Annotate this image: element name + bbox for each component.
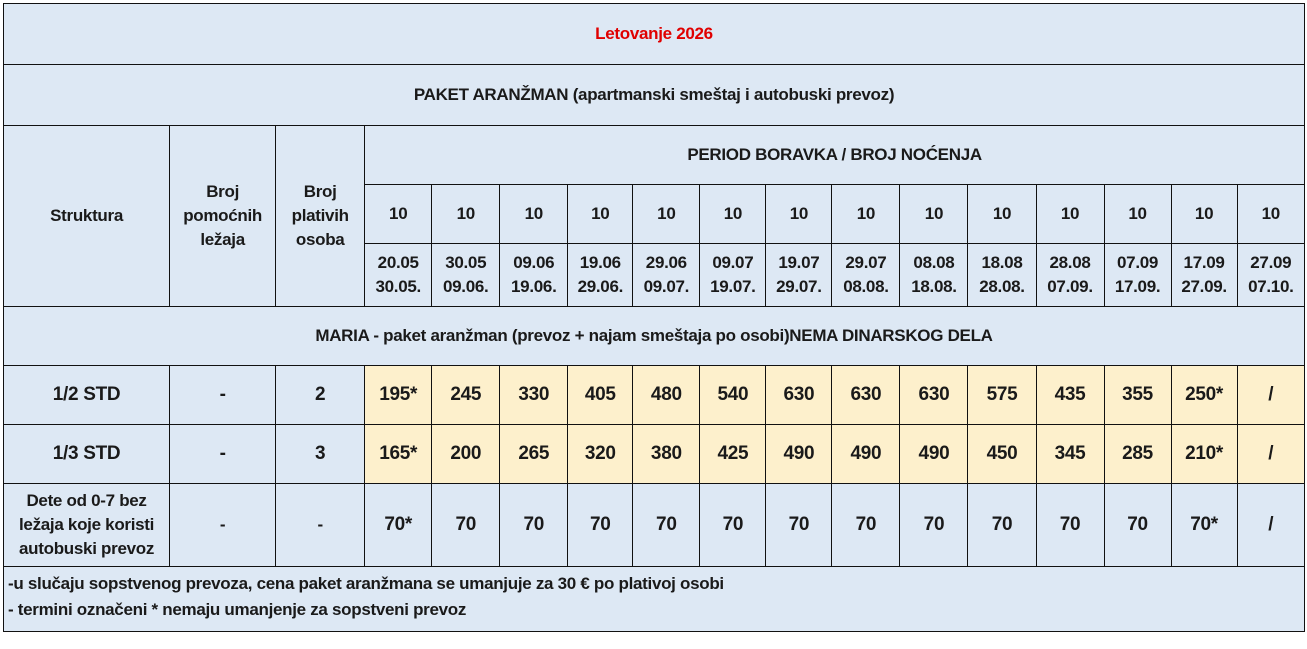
date-to: 19.06. [511, 277, 557, 296]
price-cell: 345 [1036, 425, 1104, 484]
date-from: 09.06 [513, 253, 555, 272]
price-cell: 195* [365, 366, 432, 425]
price-cell: 490 [832, 425, 900, 484]
date-to: 19.07. [710, 277, 756, 296]
date-from: 27.09 [1250, 253, 1292, 272]
date-to: 17.09. [1114, 277, 1161, 296]
nights-cell: 10 [432, 185, 500, 244]
note-asterisk: - termini označeni * nemaju umanjenje za sopstveni prevoz [8, 600, 467, 619]
price-cell: 250* [1171, 366, 1237, 425]
nights-cell: 10 [633, 185, 700, 244]
price-cell: 330 [500, 366, 568, 425]
date-range-cell [1036, 244, 1104, 307]
nights-cell: 10 [568, 185, 633, 244]
date-range-cell [633, 244, 700, 307]
price-cell: 70 [832, 484, 900, 567]
nights-cell: 10 [968, 185, 1036, 244]
notes-cell [4, 567, 1305, 632]
date-from: 19.07 [778, 253, 820, 272]
price-cell: 540 [700, 366, 766, 425]
price-cell: 480 [633, 366, 700, 425]
date-to: 18.08. [911, 277, 957, 296]
date-from: 29.06 [645, 253, 687, 272]
nights-cell: 10 [1104, 185, 1171, 244]
price-cell: 70 [633, 484, 700, 567]
nights-cell: 10 [900, 185, 968, 244]
header-period: PERIOD BORAVKA / BROJ NOĆENJA [365, 126, 1305, 185]
date-to: 29.07. [776, 277, 822, 296]
price-cell: 380 [633, 425, 700, 484]
date-from: 08.08 [913, 253, 955, 272]
price-cell: 490 [900, 425, 968, 484]
date-range-cell [766, 244, 832, 307]
nights-cell: 10 [832, 185, 900, 244]
struktura-cell: 1/2 STD [4, 366, 170, 425]
price-cell: 70 [568, 484, 633, 567]
date-range-cell [1237, 244, 1304, 307]
price-cell: 210* [1171, 425, 1237, 484]
platilih-cell: 2 [276, 366, 365, 425]
price-cell: 575 [968, 366, 1036, 425]
nights-cell: 10 [700, 185, 766, 244]
price-cell: 435 [1036, 366, 1104, 425]
date-from: 30.05 [445, 253, 487, 272]
price-cell: 245 [432, 366, 500, 425]
struktura-cell: Dete od 0-7 bez ležaja koje koristi autobuski prevoz [4, 484, 170, 567]
date-to: 08.08. [843, 277, 889, 296]
date-range-cell [1171, 244, 1237, 307]
pomocni-cell: - [170, 484, 276, 567]
nights-cell: 10 [365, 185, 432, 244]
price-cell: / [1237, 366, 1304, 425]
header-struktura: Struktura [4, 126, 170, 307]
price-cell: 355 [1104, 366, 1171, 425]
platilih-cell: 3 [276, 425, 365, 484]
date-range-cell [568, 244, 633, 307]
date-to: 30.05. [375, 277, 421, 296]
nights-cell: 10 [1171, 185, 1237, 244]
nights-cell: 10 [766, 185, 832, 244]
package-subtitle: PAKET ARANŽMAN (apartmanski smeštaj i autobuski prevoz) [4, 65, 1305, 126]
price-cell: 630 [900, 366, 968, 425]
date-range-cell [365, 244, 432, 307]
table-row [4, 484, 1305, 567]
date-range-cell [968, 244, 1036, 307]
price-cell: 490 [766, 425, 832, 484]
date-from: 18.08 [981, 253, 1023, 272]
date-to: 09.06. [443, 277, 489, 296]
table-row [4, 366, 1305, 425]
date-range-cell [500, 244, 568, 307]
struktura-cell: 1/3 STD [4, 425, 170, 484]
price-cell: / [1237, 425, 1304, 484]
date-range-cell [432, 244, 500, 307]
price-cell: 70 [432, 484, 500, 567]
price-cell: 425 [700, 425, 766, 484]
price-cell: 70* [1171, 484, 1237, 567]
price-cell: 70 [766, 484, 832, 567]
section-header-maria: MARIA - paket aranžman (prevoz + najam smeštaja po osobi)NEMA DINARSKOG DELA [4, 307, 1305, 366]
header-pomocni-lezaji: Broj pomoćnih ležaja [170, 126, 276, 307]
platilih-cell: - [276, 484, 365, 567]
price-cell: 70 [968, 484, 1036, 567]
price-cell: 70 [1104, 484, 1171, 567]
nights-cell: 10 [1237, 185, 1304, 244]
date-range-cell [1104, 244, 1171, 307]
price-cell: 630 [832, 366, 900, 425]
date-from: 07.09 [1117, 253, 1159, 272]
price-cell: 70 [1036, 484, 1104, 567]
date-range-cell [832, 244, 900, 307]
date-to: 07.10. [1248, 277, 1294, 296]
price-cell: 70 [700, 484, 766, 567]
nights-cell: 10 [1036, 185, 1104, 244]
price-cell: 320 [568, 425, 633, 484]
price-cell: 165* [365, 425, 432, 484]
price-cell: 200 [432, 425, 500, 484]
date-from: 28.08 [1049, 253, 1091, 272]
date-to: 29.06. [577, 277, 624, 296]
header-plativih-osoba: Broj plativih osoba [276, 126, 365, 307]
date-range-cell [700, 244, 766, 307]
note-own-transport: -u slučaju sopstvenog prevoza, cena paket aranžmana se umanjuje za 30 € po plativoj osobi [8, 574, 724, 593]
price-cell: 265 [500, 425, 568, 484]
pomocni-cell: - [170, 366, 276, 425]
price-cell: 285 [1104, 425, 1171, 484]
date-to: 07.09. [1047, 277, 1093, 296]
price-cell: 630 [766, 366, 832, 425]
date-to: 28.08. [979, 277, 1025, 296]
price-cell: / [1237, 484, 1304, 567]
date-from: 20.05 [377, 253, 419, 272]
table-title: Letovanje 2026 [4, 4, 1305, 65]
price-cell: 405 [568, 366, 633, 425]
price-table-container [3, 3, 1305, 632]
date-to: 27.09. [1181, 277, 1227, 296]
date-from: 17.09 [1183, 253, 1225, 272]
date-from: 09.07 [712, 253, 754, 272]
table-row [4, 425, 1305, 484]
date-from: 29.07 [845, 253, 887, 272]
date-range-cell [900, 244, 968, 307]
nights-cell: 10 [500, 185, 568, 244]
date-from: 19.06 [579, 253, 621, 272]
pomocni-cell: - [170, 425, 276, 484]
date-to: 09.07. [643, 277, 690, 296]
price-cell: 70 [500, 484, 568, 567]
price-cell: 70 [900, 484, 968, 567]
price-table [3, 3, 1305, 632]
price-cell: 70* [365, 484, 432, 567]
price-cell: 450 [968, 425, 1036, 484]
